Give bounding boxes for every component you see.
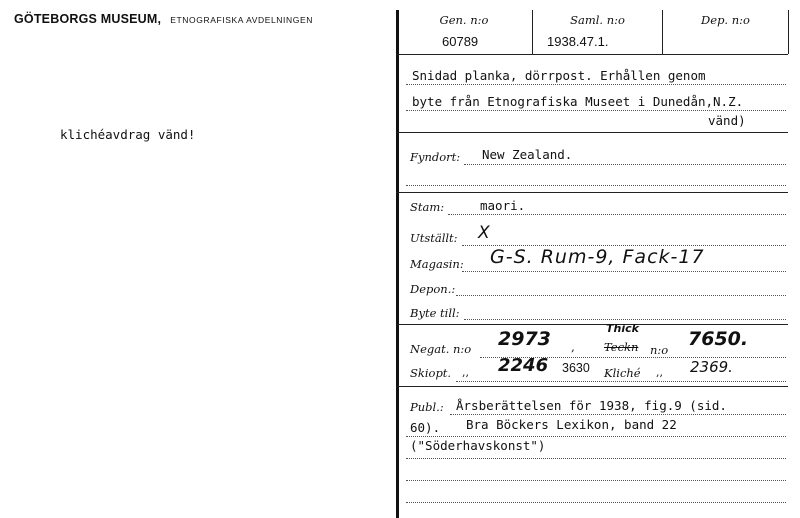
fyndort-value: New Zealand. [482,147,573,162]
byte-till-label: Byte till: [410,306,460,320]
publ-line-1: Årsberättelsen för 1938, fig.9 (sid. [456,398,727,413]
dep-number-cell [663,10,788,54]
saml-number-label: Saml. n:o [570,13,625,27]
museum-header [14,8,313,27]
dotted-rule [406,84,786,85]
left-page [0,0,395,518]
ditto-mark: ,, [656,366,663,379]
ditto-mark: ,, [462,366,469,379]
dotted-rule [406,436,786,437]
teckn-correction: Thick [606,322,639,335]
description-line-3: vänd) [708,113,746,128]
gen-number-label: Gen. n:o [439,13,489,27]
dotted-rule [462,271,786,272]
description-line-2: byte från Etnografiska Museet i Dunedån,N.Z. [412,94,744,109]
magasin-label: Magasin: [410,257,464,271]
dotted-rule [448,214,786,215]
utstallt-value: X [478,223,490,243]
dep-number-label: Dep. n:o [701,13,750,27]
back-note: klichéavdrag vänd! [60,127,196,142]
utstallt-label: Utställt: [410,231,458,245]
section-rule [396,192,788,193]
stam-value: maori. [480,198,526,213]
kliche-value: 2369. [690,358,733,376]
saml-number-value: 1938.47.1. [547,34,609,49]
depon-label: Depon.: [410,282,456,296]
kliche-label: Kliché [604,366,641,380]
dotted-rule [456,381,786,382]
gen-number-value: 60789 [442,34,479,49]
publ-line-2-prefix: 60). [410,420,441,435]
card-right-border [788,10,789,54]
skiopt-value: 2246 [498,355,549,376]
skiopt-label: Skiopt. [410,366,452,380]
publ-label: Publ.: [410,400,444,414]
publ-line-3: ("Söderhavskonst") [410,438,546,453]
section-rule [396,324,788,325]
negat-label: Negat. n:o [410,342,472,356]
dotted-rule [464,319,786,320]
department-name: ETNOGRAFISKA AVDELNINGEN [170,15,313,25]
saml-number-cell [533,10,662,54]
negat-separator: , [571,340,575,354]
dotted-rule [406,458,786,459]
header-bottom-rule [396,54,788,55]
publ-line-2: Bra Böckers Lexikon, band 22 [466,417,677,432]
dotted-rule [406,480,786,481]
section-rule [396,386,788,387]
dotted-rule [456,295,786,296]
dotted-rule [464,164,786,165]
section-rule [396,132,788,133]
fyndort-label: Fyndort: [410,150,461,164]
negat-value: 2973 [498,328,551,350]
description-line-1: Snidad planka, dörrpost. Erhållen genom [412,68,706,83]
museum-name: GÖTEBORGS MUSEUM, [14,12,162,26]
stam-label: Stam: [410,200,445,214]
dotted-rule [406,185,786,186]
magasin-value: G-S. Rum-9, Fack-17 [490,246,705,268]
gen-number-cell [396,10,532,54]
number-header-row [396,10,788,54]
dotted-rule [450,414,786,415]
teckn-label: Teckn [604,340,639,354]
teckn-number-label: n:o [650,343,669,357]
skiopt-value-2: 3630 [562,361,590,375]
dotted-rule [406,502,786,503]
dotted-rule [406,110,786,111]
teckn-value: 7650. [688,328,749,350]
catalog-card [396,10,786,518]
